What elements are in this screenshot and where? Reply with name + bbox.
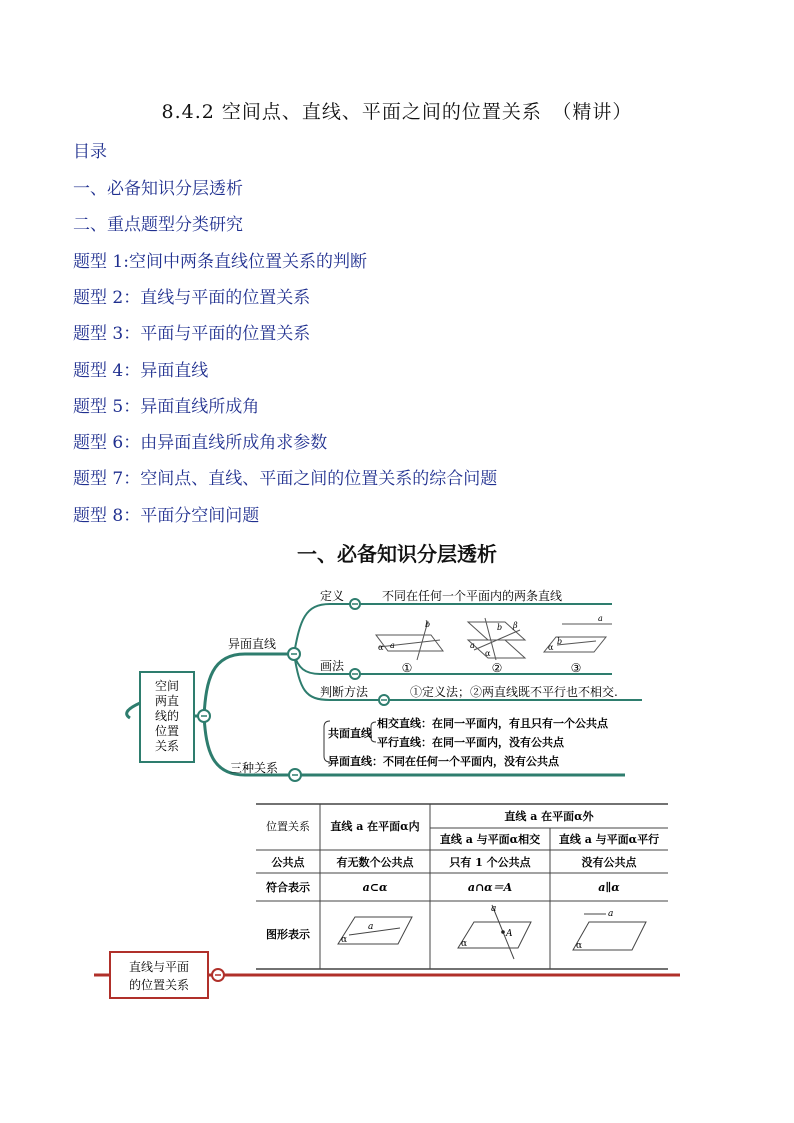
table-col3-header: 直线 a 与平面α平行 xyxy=(558,833,660,846)
fig2-label-b: b xyxy=(497,623,503,632)
collapse-icon[interactable] xyxy=(212,969,224,981)
intersect-text: 相交直线：在同一平面内，有且只有一个公共点 xyxy=(377,717,608,730)
fig-line-parallel-plane xyxy=(573,914,646,950)
skew-lines-label: 异面直线 xyxy=(228,637,277,651)
table-cell: 有无数个公共点 xyxy=(336,856,414,869)
definition-text: 不同在任何一个平面内的两条直线 xyxy=(382,589,563,603)
collapse-icon[interactable] xyxy=(350,669,360,679)
table-row-label: 符合表示 xyxy=(266,881,310,894)
fig-line-in-plane xyxy=(338,917,412,944)
table-group-header: 直线 a 在平面α外 xyxy=(504,810,594,823)
table-fig2-label-alpha: α xyxy=(461,939,468,949)
toc-item[interactable]: 题型 7：空间点、直线、平面之间的位置关系的综合问题 xyxy=(73,469,498,489)
fig3-label-b: b xyxy=(557,637,563,646)
fig3-label-a: a xyxy=(598,614,603,623)
root-line-0: 空间 xyxy=(154,679,180,693)
intersection-point xyxy=(501,930,505,934)
three-relations-label: 三种关系 xyxy=(230,761,279,775)
fig2-label-beta: β xyxy=(513,621,518,630)
judge-label: 判断方法 xyxy=(320,685,369,699)
root-line-2: 线的 xyxy=(154,709,180,723)
table-cell: 没有公共点 xyxy=(581,856,637,869)
toc-item[interactable]: 题型 8：平面分空间问题 xyxy=(73,506,260,526)
table-fig1-label-alpha: α xyxy=(341,935,348,945)
fig-number-3: ③ xyxy=(570,661,582,675)
root-connector xyxy=(127,703,140,718)
parallel-text: 平行直线：在同一平面内，没有公共点 xyxy=(377,736,564,749)
toc-item[interactable]: 一、必备知识分层透析 xyxy=(73,179,243,199)
fig1-label-b: b xyxy=(425,620,431,629)
toc-heading: 目录 xyxy=(73,142,107,162)
toc-item[interactable]: 题型 1:空间中两条直线位置关系的判断 xyxy=(73,252,367,272)
fig2-label-a: a xyxy=(470,641,475,650)
table-cell: a⊂α xyxy=(362,881,388,894)
toc-item[interactable]: 二、重点题型分类研究 xyxy=(73,215,243,235)
mindmap2-root-line-0: 直线与平面 xyxy=(128,960,190,974)
table-col1-header: 直线 a 在平面α内 xyxy=(330,820,420,833)
root-line-4: 关系 xyxy=(154,739,180,753)
skew-def-text: 异面直线：不同在任何一个平面内，没有公共点 xyxy=(328,755,559,768)
fig1-label-a: a xyxy=(390,641,395,650)
coplanar-label: 共面直线 xyxy=(328,727,372,740)
collapse-icon[interactable] xyxy=(198,710,210,722)
fig-number-2: ② xyxy=(491,661,503,675)
fig3-label-alpha: α xyxy=(548,643,554,652)
judge-text: ①定义法；②两直线既不平行也不相交. xyxy=(410,685,618,699)
drawing-label: 画法 xyxy=(320,659,345,673)
collapse-icon[interactable] xyxy=(288,648,300,660)
table-row-label: 公共点 xyxy=(271,856,305,869)
table-fig3-label-alpha: α xyxy=(576,941,583,951)
collapse-icon[interactable] xyxy=(289,769,301,781)
mindmap2-root-line-1: 的位置关系 xyxy=(128,978,190,992)
skew-figure-3 xyxy=(544,624,612,652)
table-fig2-label-a: a xyxy=(491,904,497,914)
table-cell: 只有 1 个公共点 xyxy=(449,856,531,869)
fig1-label-alpha: α xyxy=(378,643,384,652)
page-title: 8.4.2 空间点、直线、平面之间的位置关系 （精讲） xyxy=(161,101,633,123)
root-line-1: 两直 xyxy=(154,694,180,708)
definition-label: 定义 xyxy=(320,589,345,603)
fig2-label-alpha: α xyxy=(485,649,491,658)
toc-item[interactable]: 题型 4：异面直线 xyxy=(73,361,209,381)
skew-figure-1 xyxy=(376,621,443,660)
table-row-label: 图形表示 xyxy=(266,928,310,941)
toc-item[interactable]: 题型 3：平面与平面的位置关系 xyxy=(73,324,311,344)
collapse-icon[interactable] xyxy=(350,599,360,609)
toc-item[interactable]: 题型 6：由异面直线所成角求参数 xyxy=(73,433,328,453)
toc-item[interactable]: 题型 2：直线与平面的位置关系 xyxy=(73,288,311,308)
toc-item[interactable]: 题型 5：异面直线所成角 xyxy=(73,397,260,417)
table-cell: a∥α xyxy=(598,881,620,894)
table-fig1-label-a: a xyxy=(368,922,374,932)
table-fig2-label-A: A xyxy=(506,929,513,939)
table-col2-header: 直线 a 与平面α相交 xyxy=(439,833,541,846)
table-fig3-label-a: a xyxy=(608,909,614,919)
section-title: 一、必备知识分层透析 xyxy=(297,542,497,566)
root-line-3: 位置 xyxy=(154,724,180,738)
fig-number-1: ① xyxy=(401,661,413,675)
table-cell: a∩α＝A xyxy=(467,881,513,894)
table-corner: 位置关系 xyxy=(266,820,310,833)
collapse-icon[interactable] xyxy=(379,695,389,705)
